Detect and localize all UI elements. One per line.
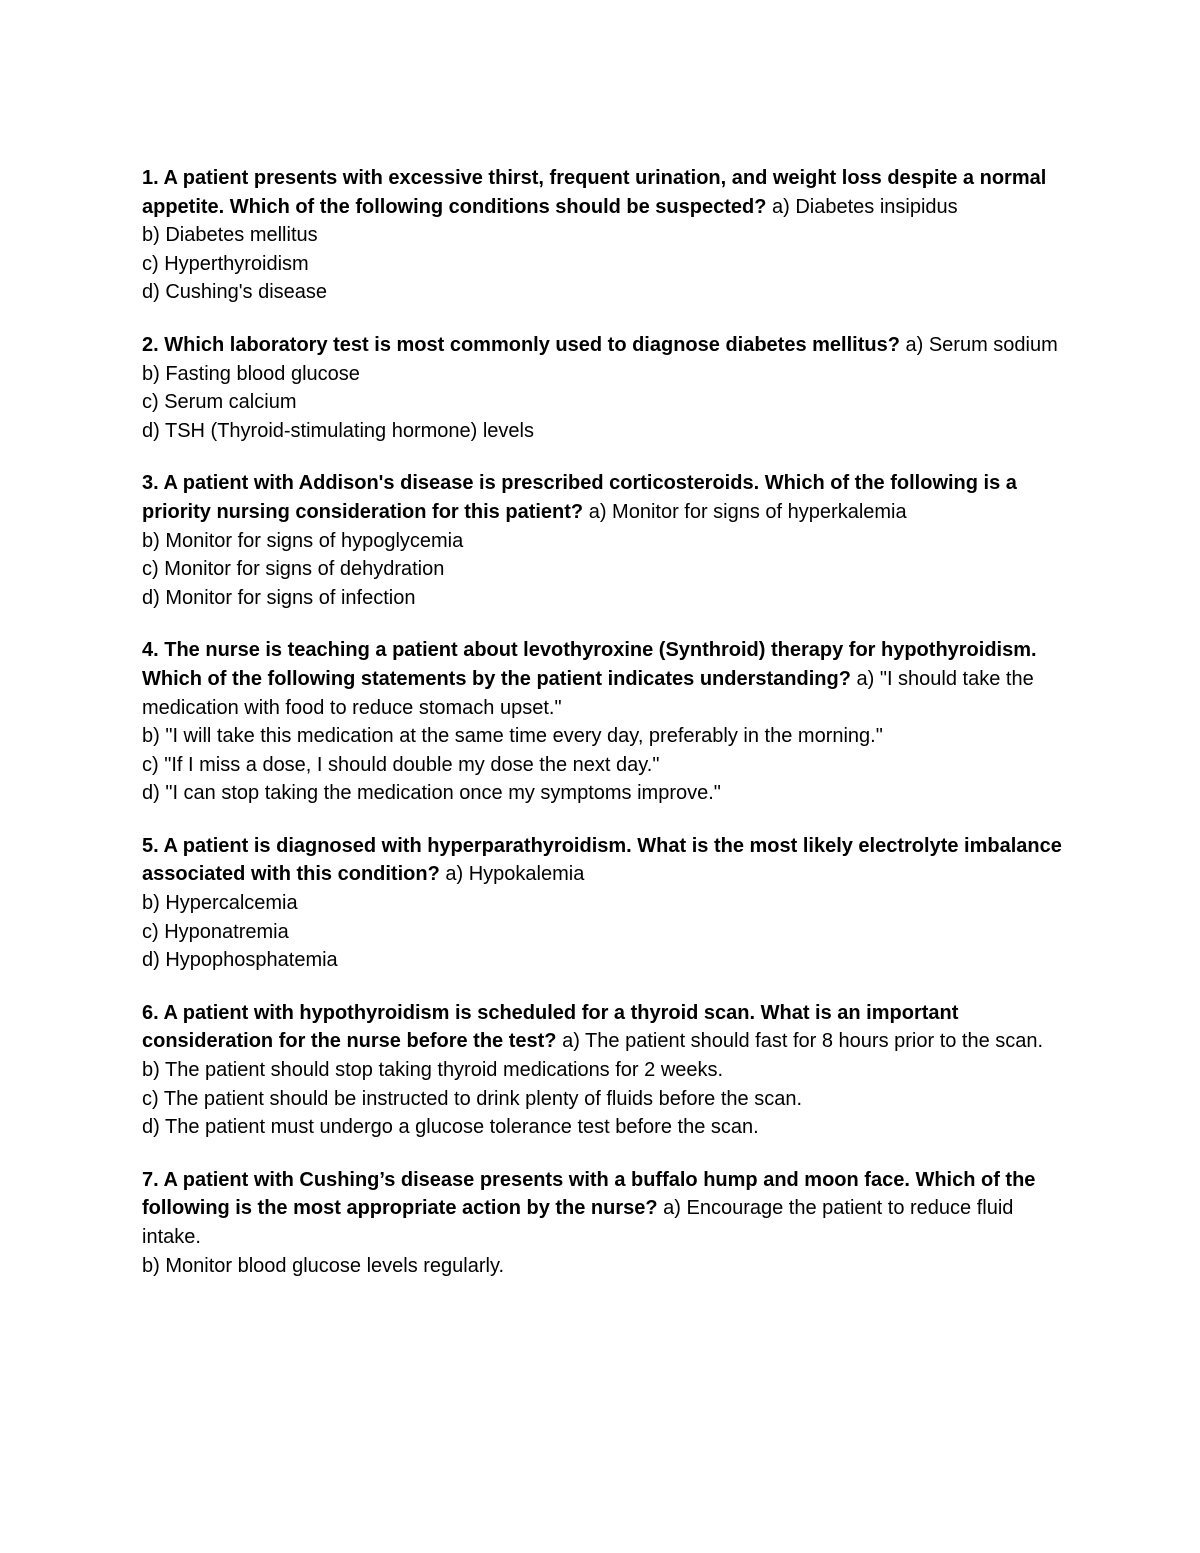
- answer-option-d: d) The patient must undergo a glucose tolerance test before the scan.: [142, 1116, 759, 1139]
- answer-option-d: d) Hypophosphatemia: [142, 949, 338, 972]
- question-text: [142, 1166, 1062, 1252]
- answer-option-d: d) "I can stop taking the medication once my symptoms improve.": [142, 782, 721, 805]
- answer-option-b: b) Monitor for signs of hypoglycemia: [142, 529, 464, 552]
- answer-option-a: a) Hypokalemia: [445, 863, 585, 886]
- question-text: [142, 164, 1062, 221]
- answer-option-c: c) Hyponatremia: [142, 920, 289, 943]
- answer-option-d: d) TSH (Thyroid-stimulating hormone) levels: [142, 419, 534, 442]
- answer-option-c: c) "If I miss a dose, I should double my dose the next day.": [142, 753, 660, 776]
- question-text: [142, 636, 1062, 722]
- answer-option-a: a) Encourage the patient to reduce fluid intake.: [142, 1197, 1014, 1248]
- answer-option-b: b) Diabetes mellitus: [142, 224, 318, 247]
- question-stem: 5. A patient is diagnosed with hyperparathyroidism. What is the most likely electrolyte imbalance associated with this condition?: [142, 834, 1062, 886]
- answer-option-c: c) Hyperthyroidism: [142, 252, 309, 275]
- answer-option-a: a) "I should take the medication with food to reduce stomach upset.": [142, 667, 1034, 719]
- question-stem: 3. A patient with Addison's disease is prescribed corticosteroids. Which of the following is a priority nursing consideration for this patient?: [142, 472, 1017, 523]
- answer-option-b: b) Hypercalcemia: [142, 892, 298, 915]
- question-text: [142, 469, 1062, 526]
- answer-option-c: c) Monitor for signs of dehydration: [142, 558, 445, 581]
- answer-option-b: b) The patient should stop taking thyroid medications for 2 weeks.: [142, 1059, 724, 1082]
- answer-option-b: b) Monitor blood glucose levels regularly.: [142, 1254, 505, 1277]
- question-stem: 2. Which laboratory test is most commonly used to diagnose diabetes mellitus?: [142, 333, 900, 356]
- question-3: [142, 469, 1062, 612]
- answer-option-b: b) "I will take this medication at the same time every day, preferably in the morning.": [142, 725, 883, 748]
- answer-option-d: d) Monitor for signs of infection: [142, 586, 416, 609]
- question-1: [142, 164, 1062, 307]
- question-4: [142, 636, 1062, 808]
- question-text: [142, 999, 1062, 1056]
- question-text: [142, 331, 1062, 360]
- question-6: [142, 999, 1062, 1142]
- question-5: [142, 832, 1062, 975]
- question-stem: 7. A patient with Cushing’s disease presents with a buffalo hump and moon face. Which of the following is the most appropriate action by the nurse?: [142, 1168, 1036, 1220]
- answer-option-a: a) Serum sodium: [905, 333, 1058, 356]
- question-stem: 4. The nurse is teaching a patient about levothyroxine (Synthroid) therapy for hypothyroidism. Which of the following statements by the patient indicates understanding?: [142, 639, 1037, 690]
- question-2: [142, 331, 1062, 445]
- answer-option-a: a) Monitor for signs of hyperkalemia: [588, 500, 907, 523]
- question-stem: 6. A patient with hypothyroidism is scheduled for a thyroid scan. What is an important consideration for the nurse before the test?: [142, 1001, 959, 1053]
- answer-option-c: c) Serum calcium: [142, 391, 297, 414]
- question-text: [142, 832, 1062, 889]
- answer-option-c: c) The patient should be instructed to drink plenty of fluids before the scan.: [142, 1087, 803, 1110]
- question-list: [142, 164, 1062, 1304]
- answer-option-a: a) The patient should fast for 8 hours prior to the scan.: [562, 1030, 1044, 1053]
- answer-option-a: a) Diabetes insipidus: [772, 195, 958, 218]
- answer-option-b: b) Fasting blood glucose: [142, 362, 360, 385]
- question-stem: 1. A patient presents with excessive thirst, frequent urination, and weight loss despite a normal appetite. Which of the following conditions should be suspected?: [142, 167, 1047, 218]
- question-7: [142, 1166, 1062, 1280]
- answer-option-d: d) Cushing's disease: [142, 281, 328, 304]
